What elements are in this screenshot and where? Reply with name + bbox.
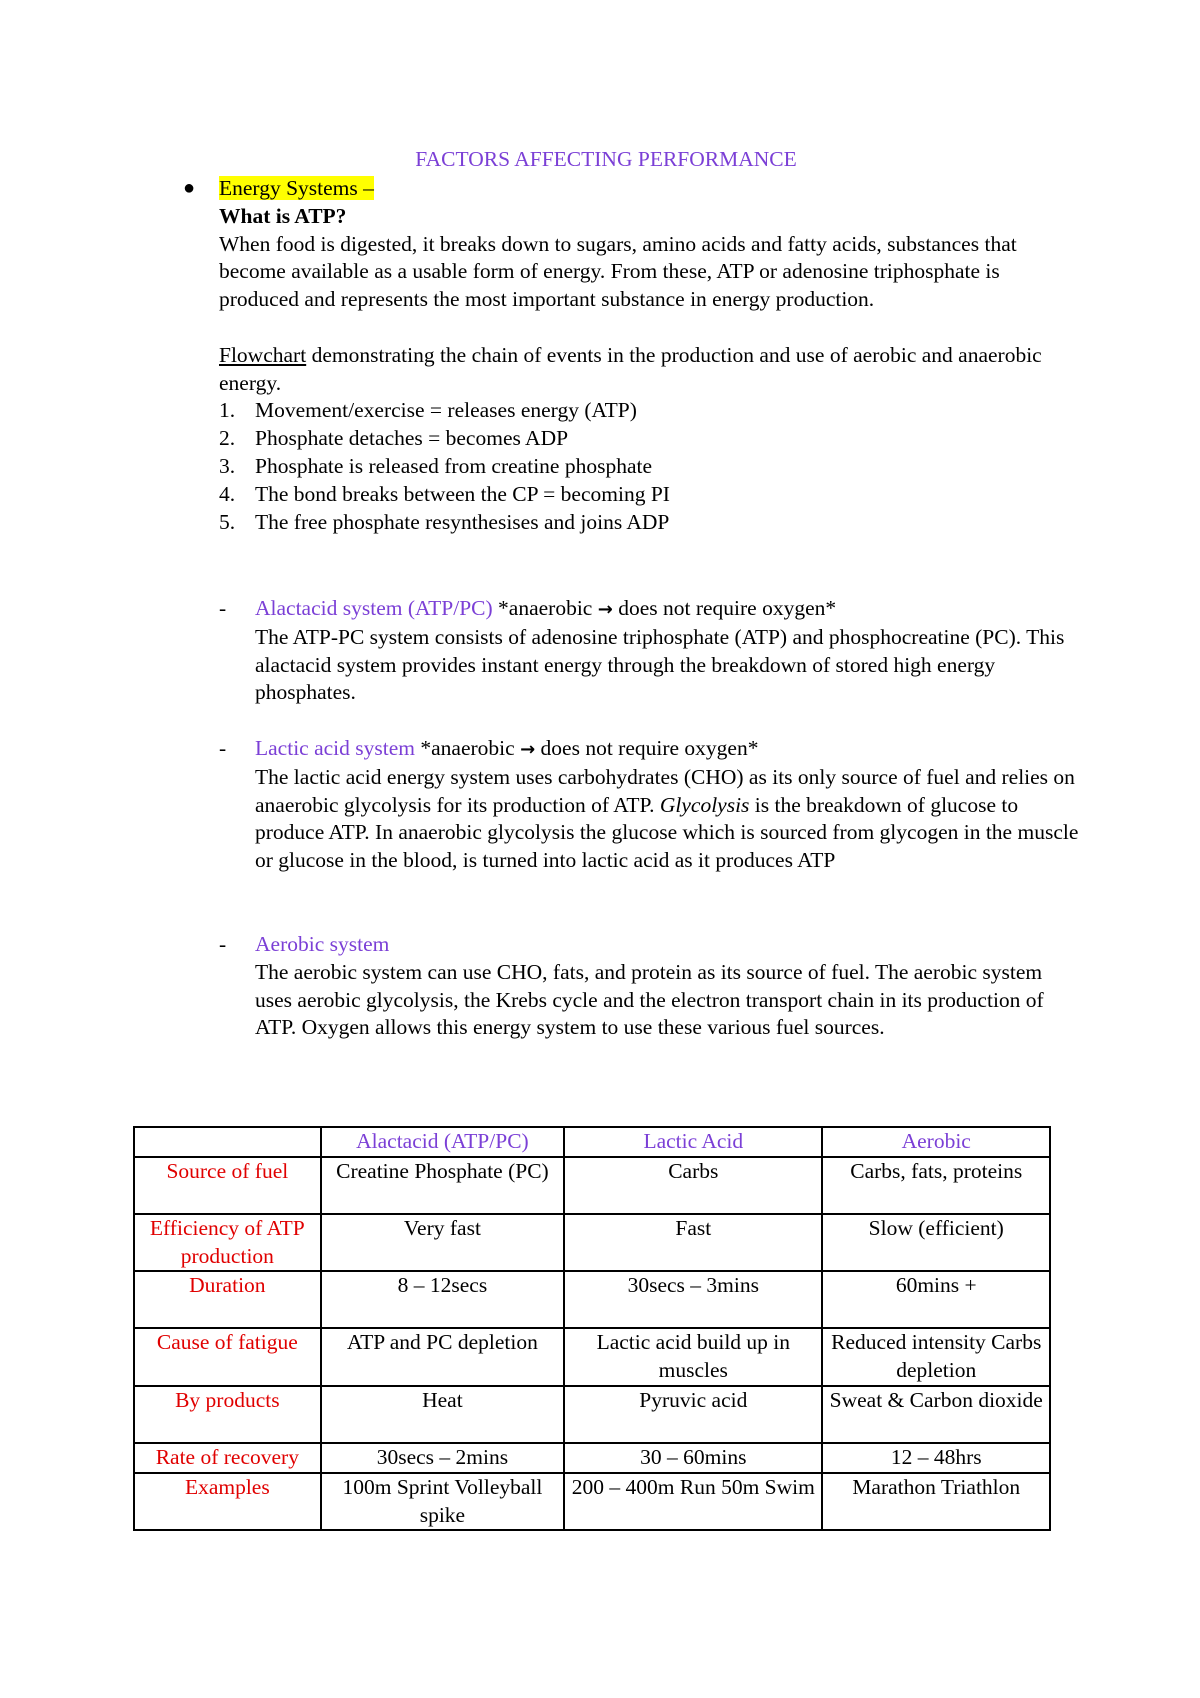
table-cell: Pyruvic acid (564, 1386, 822, 1443)
list-item: 3. Phosphate is released from creatine phosphate (219, 453, 653, 478)
table-cell: 30 – 60mins (564, 1443, 822, 1473)
list-item: 4. The bond breaks between the CP = becoming PI (219, 481, 670, 506)
flowchart-steps (219, 397, 1079, 536)
table-header-row (134, 1127, 1050, 1157)
arrow-right-icon: → (597, 599, 613, 620)
list-item: 1. Movement/exercise = releases energy (ATP) (219, 398, 637, 423)
table-cell: Carbs, fats, proteins (822, 1157, 1050, 1214)
list-item: 5. The free phosphate resynthesises and joins ADP (219, 509, 670, 534)
table-row (134, 1443, 1050, 1473)
flowchart-label: Flowchart (219, 342, 307, 367)
table-cell: Slow (efficient) (822, 1214, 1050, 1272)
table-row (134, 1271, 1050, 1328)
system-name: Alactacid system (ATP/PC) (255, 596, 493, 620)
system-name: Aerobic system (255, 932, 390, 956)
table-cell: 30secs – 2mins (321, 1443, 564, 1473)
flowchart-intro: Flowchart demonstrating the chain of events in the production and use of aerobic and anaerobic energy. (219, 342, 1042, 395)
table-cell: Lactic acid build up in muscles (564, 1328, 822, 1386)
arrow-right-icon: → (520, 739, 536, 760)
table-row (134, 1328, 1050, 1386)
lactic-acid-system-section: - Lactic acid system *anaerobic → does not require oxygen* The lactic acid energy system uses carbohydrates (CHO) as its only source of fuel and relies on anaerobic glycolysis for its production of ATP. Glycolysis is the breakdown of glucose to produce ATP. In anaerobic glycolysis the glucose which is sourced from glycogen in the muscle or glucose in the blood, is turned into lactic acid as it produces ATP (219, 735, 1079, 875)
table-cell: 12 – 48hrs (822, 1443, 1050, 1473)
table-row (134, 1214, 1050, 1272)
system-name: Lactic acid system (255, 736, 415, 760)
table-header-cell (134, 1127, 321, 1157)
system-description: The lactic acid energy system uses carbohydrates (CHO) as its only source of fuel and relies on anaerobic glycolysis for its production of ATP. Glycolysis is the breakdown of glucose to produce ATP. In anaerobic glycolysis the glucose which is sourced from glycogen in the muscle or glucose in the blood, is turned into lactic acid as it produces ATP (255, 764, 1079, 873)
table-cell: Heat (321, 1386, 564, 1443)
table-cell: ATP and PC depletion (321, 1328, 564, 1386)
intro-paragraph: When food is digested, it breaks down to sugars, amino acids and fatty acids, substances that become available as a usable form of energy. From these, ATP or adenosine triphosphate is produced and represents the most important substance in energy production. (219, 231, 1017, 312)
row-label: Duration (134, 1271, 321, 1328)
bullet-icon: ● (183, 177, 196, 199)
question-heading: What is ATP? (219, 203, 347, 228)
table-cell: Sweat & Carbon dioxide (822, 1386, 1050, 1443)
energy-systems-table (133, 1126, 1051, 1531)
table-row (134, 1386, 1050, 1443)
table-row (134, 1473, 1050, 1531)
table-header-cell: Alactacid (ATP/PC) (321, 1127, 564, 1157)
table-cell: Fast (564, 1214, 822, 1272)
table-header-cell: Lactic Acid (564, 1127, 822, 1157)
table-cell: Creatine Phosphate (PC) (321, 1157, 564, 1214)
table-cell: 60mins + (822, 1271, 1050, 1328)
table-row (134, 1157, 1050, 1214)
table-cell: 8 – 12secs (321, 1271, 564, 1328)
table-cell: Reduced intensity Carbs depletion (822, 1328, 1050, 1386)
system-description: The ATP-PC system consists of adenosine triphosphate (ATP) and phosphocreatine (PC). This alactacid system provides instant energy through the breakdown of stored high energy phosphates. (255, 624, 1065, 705)
row-label: Examples (134, 1473, 321, 1531)
system-description: The aerobic system can use CHO, fats, and protein as its source of fuel. The aerobic system uses aerobic glycolysis, the Krebs cycle and the electron transport chain in its production of ATP. Oxygen allows this energy system to use these various fuel sources. (255, 959, 1044, 1040)
document-title: FACTORS AFFECTING PERFORMANCE (415, 147, 797, 171)
table-cell: Marathon Triathlon (822, 1473, 1050, 1531)
list-item: 2. Phosphate detaches = becomes ADP (219, 426, 569, 451)
row-label: Cause of fatigue (134, 1328, 321, 1386)
table-header-cell: Aerobic (822, 1127, 1050, 1157)
aerobic-system-section: - Aerobic system The aerobic system can use CHO, fats, and protein as its source of fuel. The aerobic system uses aerobic glycolysis, the Krebs cycle and the electron transport chain in its production of ATP. Oxygen allows this energy system to use these various fuel sources. (219, 931, 1079, 1042)
row-label: By products (134, 1386, 321, 1443)
table-cell: 200 – 400m Run 50m Swim (564, 1473, 822, 1531)
table-cell: Very fast (321, 1214, 564, 1272)
alactacid-system-section: - Alactacid system (ATP/PC) *anaerobic → does not require oxygen* The ATP-PC system consists of adenosine triphosphate (ATP) and phosphocreatine (PC). This alactacid system provides instant energy through the breakdown of stored high energy phosphates. (219, 595, 1079, 707)
row-label: Efficiency of ATP production (134, 1214, 321, 1272)
table-cell: 100m Sprint Volleyball spike (321, 1473, 564, 1531)
table-cell: 30secs – 3mins (564, 1271, 822, 1328)
row-label: Source of fuel (134, 1157, 321, 1214)
section-heading: Energy Systems – (219, 176, 374, 200)
table-cell: Carbs (564, 1157, 822, 1214)
row-label: Rate of recovery (134, 1443, 321, 1473)
energy-systems-section (219, 175, 1079, 536)
